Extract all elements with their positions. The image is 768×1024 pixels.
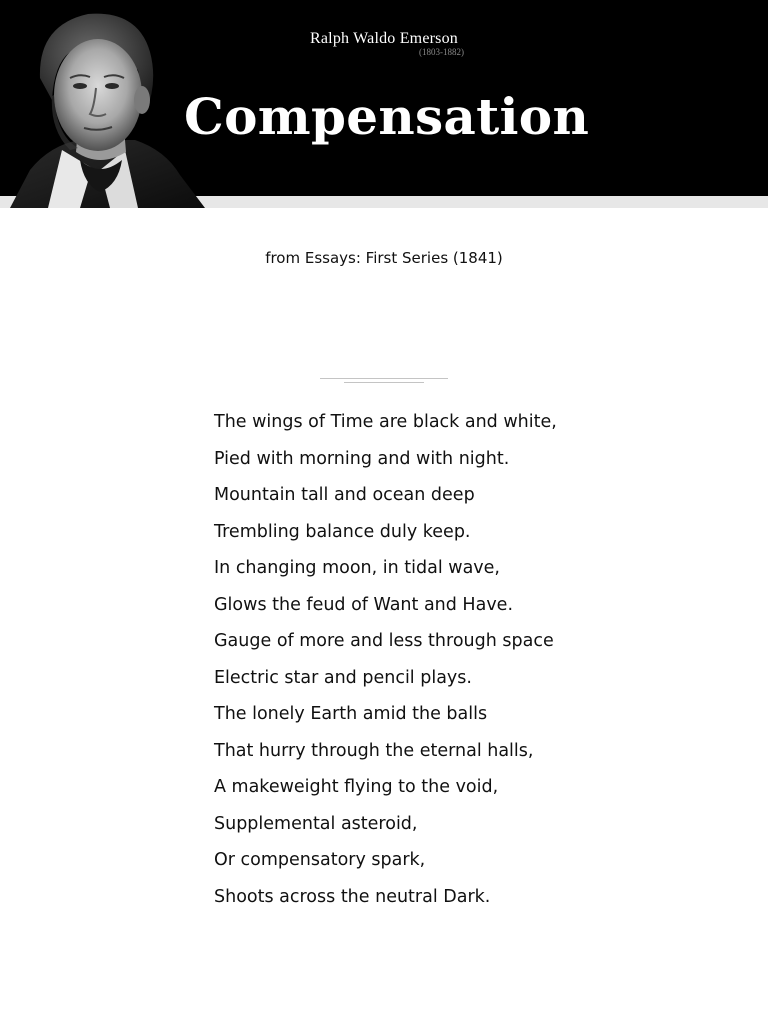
source-citation: from Essays: First Series (1841) xyxy=(265,249,503,267)
poem-line: Mountain tall and ocean deep xyxy=(214,485,475,505)
poem-line: Glows the feud of Want and Have. xyxy=(214,594,514,615)
divider-line-short xyxy=(344,382,424,383)
poem-line: Electric star and pencil plays. xyxy=(214,667,472,688)
poem-line: Supplemental asteroid, xyxy=(214,813,418,834)
author-dates: (1803-1882) xyxy=(419,47,464,57)
poem-line: A makeweight flying to the void, xyxy=(214,777,499,797)
poem-line: That hurry through the eternal halls, xyxy=(214,740,534,761)
poem-line: Gauge of more and less through space xyxy=(214,631,554,651)
poem-line: The lonely Earth amid the balls xyxy=(214,704,488,724)
poem-line: Pied with morning and with night. xyxy=(214,448,510,469)
author-portrait xyxy=(0,0,210,208)
poem-line: Shoots across the neutral Dark. xyxy=(214,886,491,907)
page-title: Compensation xyxy=(184,87,590,146)
poem-text xyxy=(214,404,634,915)
poem-line: Or compensatory spark, xyxy=(214,850,426,870)
poem-line: The wings of Time are black and white, xyxy=(214,412,557,432)
divider-line-long xyxy=(320,378,448,379)
poem-line: Trembling balance duly keep. xyxy=(214,521,471,542)
author-name: Ralph Waldo Emerson xyxy=(310,30,458,47)
section-divider xyxy=(320,377,448,385)
poem-line: In changing moon, in tidal wave, xyxy=(214,558,500,578)
